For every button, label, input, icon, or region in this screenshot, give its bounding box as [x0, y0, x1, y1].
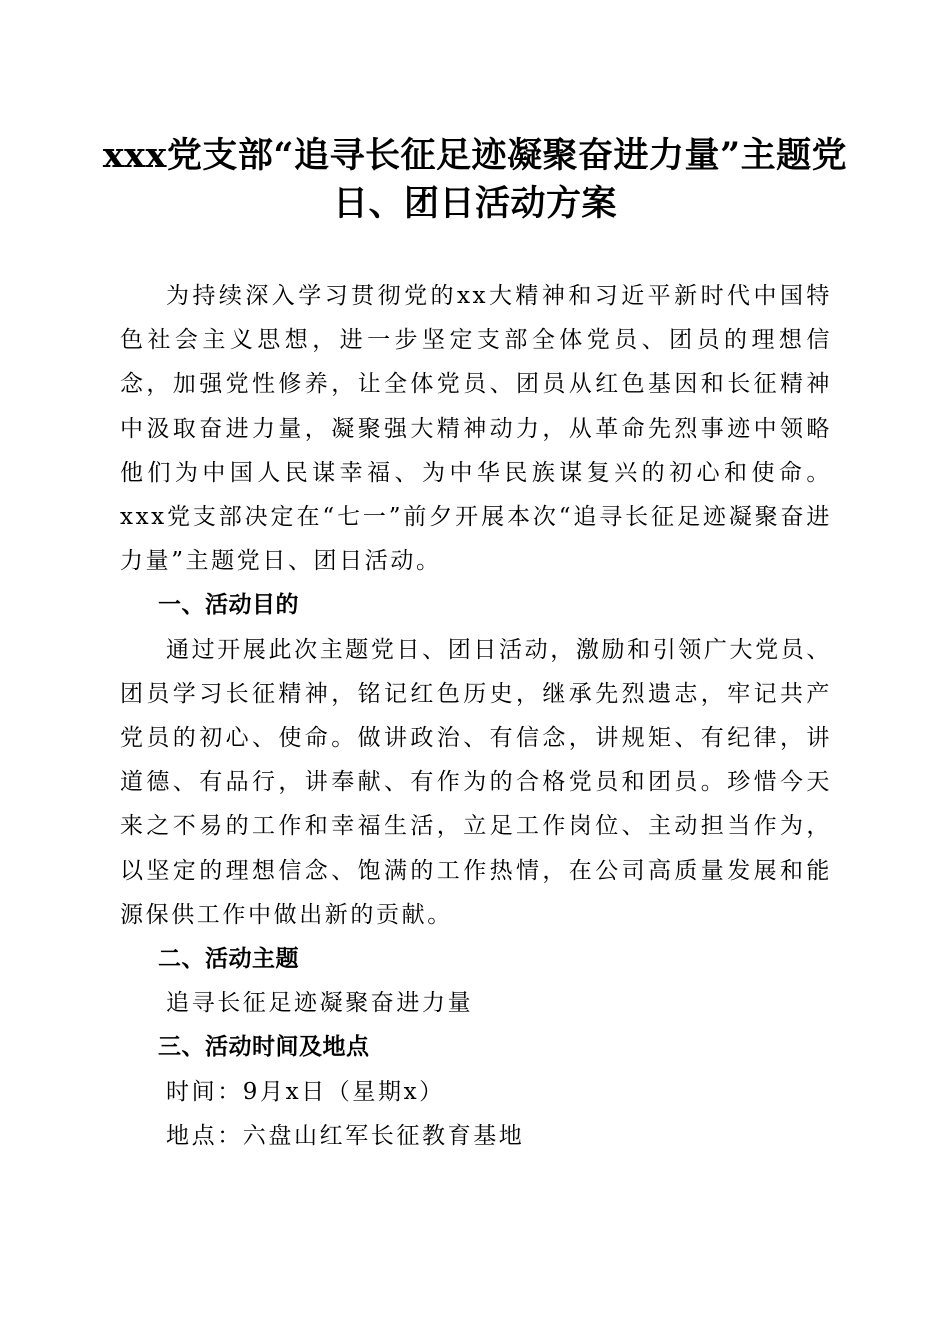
location-paragraph: 地点：六盘山红军长征教育基地 [166, 1122, 525, 1149]
section-heading-time-location: 三、活动时间及地点 [157, 1034, 370, 1061]
theme-paragraph: 追寻长征足迹凝聚奋进力量 [166, 990, 474, 1017]
document-title: xxx党支部“追寻长征足迹凝聚奋进力量”主题党日、团日活动方案 [102, 135, 848, 224]
document-body [120, 274, 832, 1158]
intro-paragraph: 为持续深入学习贯彻党的xx大精神和习近平新时代中国特色社会主义思想，进一步坚定支部全体党员、团员的理想信念，加强党性修养，让全体党员、团员从红色基因和长征精神中汲取奋进力量，凝聚强大精神动力，从革命先烈事迹中领略他们为中国人民谋幸福、为中华民族谋复兴的初心和使命。xxx党支部决定在“七一”前夕开展本次“追寻长征足迹凝聚奋进力量”主题党日、团日活动。 [120, 283, 832, 575]
purpose-paragraph: 通过开展此次主题党日、团日活动，激励和引领广大党员、团员学习长征精神，铭记红色历史，继承先烈遗志，牢记共产党员的初心、使命。做讲政治、有信念，讲规矩、有纪律，讲道德、有品行，讲奉献、有作为的合格党员和团员。珍惜今天来之不易的工作和幸福生活，立足工作岗位、主动担当作为，以坚定的理想信念、饱满的工作热情，在公司高质量发展和能源保供工作中做出新的贡献。 [120, 636, 832, 928]
time-paragraph: 时间：9月x日（星期x） [166, 1078, 445, 1105]
section-heading-theme: 二、活动主题 [157, 946, 299, 973]
section-heading-purpose: 一、活动目的 [157, 592, 299, 619]
